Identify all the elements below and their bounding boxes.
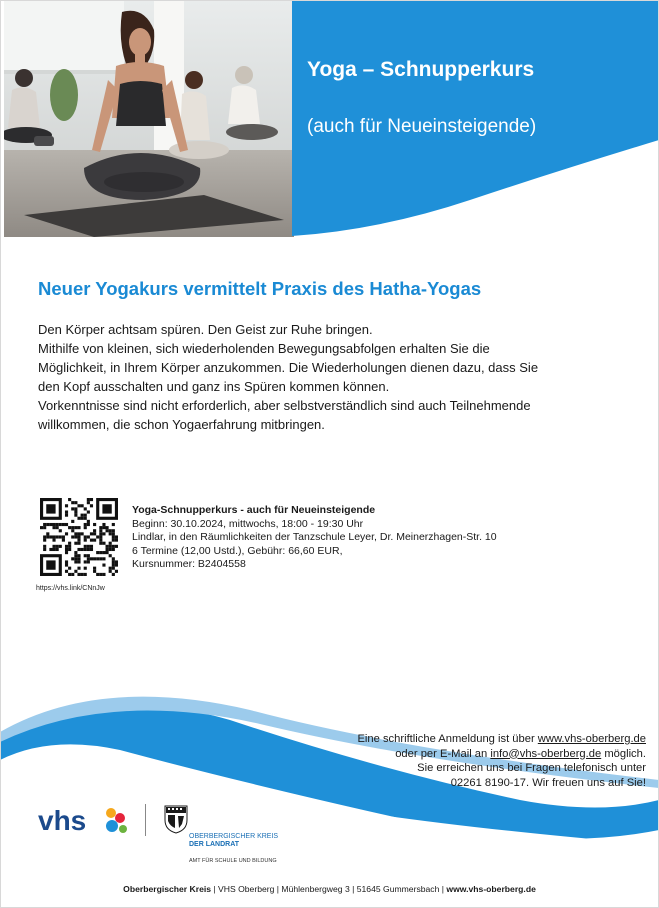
intro-line: Vorkenntnisse sind nicht erforderlich, aber selbstverständlich sind auch Teilnehmende	[38, 398, 531, 413]
intro-line: den Kopf ausschalten und ganz ins Spüren kommen können.	[38, 379, 390, 394]
intro-line: willkommen, die schon Yogaerfahrung mitbringen.	[38, 417, 325, 432]
kreis-department: AMT FÜR SCHULE UND BILDUNG	[189, 858, 277, 864]
registration-phone: 02261 8190-17. Wir freuen uns auf Sie!	[450, 776, 646, 789]
svg-text:vhs: vhs	[38, 805, 87, 836]
course-start: Beginn: 30.10.2024, mittwochs, 18:00 - 19:30 Uhr	[132, 517, 364, 530]
course-fee: 6 Termine (12,00 Ustd.), Gebühr: 66,60 EUR,	[132, 544, 343, 557]
page-subtitle: (auch für Neueinsteigende)	[307, 116, 537, 137]
logo-divider	[145, 804, 146, 836]
intro-line: Mithilfe von kleinen, sich wiederholenden Bewegungsabfolgen erhalten Sie die	[38, 341, 490, 356]
footer-address	[0, 884, 659, 894]
course-number: Kursnummer: B2404558	[132, 558, 246, 570]
coat-of-arms-icon	[164, 804, 188, 834]
kreis-name-line: OBERBERGISCHER KREIS	[189, 833, 279, 840]
footer-org: Oberbergischer Kreis	[123, 884, 212, 894]
qr-link[interactable]: https://vhs.link/CNnJw	[36, 585, 105, 592]
course-location: Lindlar, in den Räumlichkeiten der Tanzschule Leyer, Dr. Meinerzhagen-Str. 10	[132, 531, 497, 543]
headline: Neuer Yogakurs vermittelt Praxis des Hatha-Yogas	[38, 278, 482, 299]
page-title: Yoga – Schnupperkurs	[307, 58, 535, 81]
course-title: Yoga-Schnupperkurs - auch für Neueinsteigende	[132, 504, 376, 516]
footer-address-text: | VHS Oberberg | Mühlenbergweg 3 | 51645 Gummersbach |	[211, 884, 447, 894]
registration-text: möglich.	[601, 747, 646, 760]
kreis-name	[189, 833, 278, 849]
registration-text: oder per E-Mail an	[395, 747, 491, 760]
website-link[interactable]: www.vhs-oberberg.de	[537, 733, 646, 745]
registration-info	[357, 732, 646, 790]
email-link[interactable]: info@vhs-oberberg.de	[490, 747, 602, 760]
footer-website[interactable]: www.vhs-oberberg.de	[446, 884, 536, 894]
intro-line: Den Körper achtsam spüren. Den Geist zur Ruhe bringen.	[38, 322, 373, 337]
qr-code-icon[interactable]	[40, 498, 118, 576]
vhs-logo-icon	[38, 800, 130, 838]
intro-line: Möglichkeit, in Ihrem Körper anzukommen. Die Wiederholungen dienen dazu, dass Sie	[38, 360, 539, 375]
kreis-landrat: DER LANDRAT	[189, 841, 240, 848]
registration-phone-intro: Sie erreichen uns bei Fragen telefonisch unter	[417, 762, 646, 774]
intro-text	[38, 320, 638, 434]
course-details	[132, 504, 497, 572]
registration-text: Eine schriftliche Anmeldung ist über	[357, 733, 538, 745]
